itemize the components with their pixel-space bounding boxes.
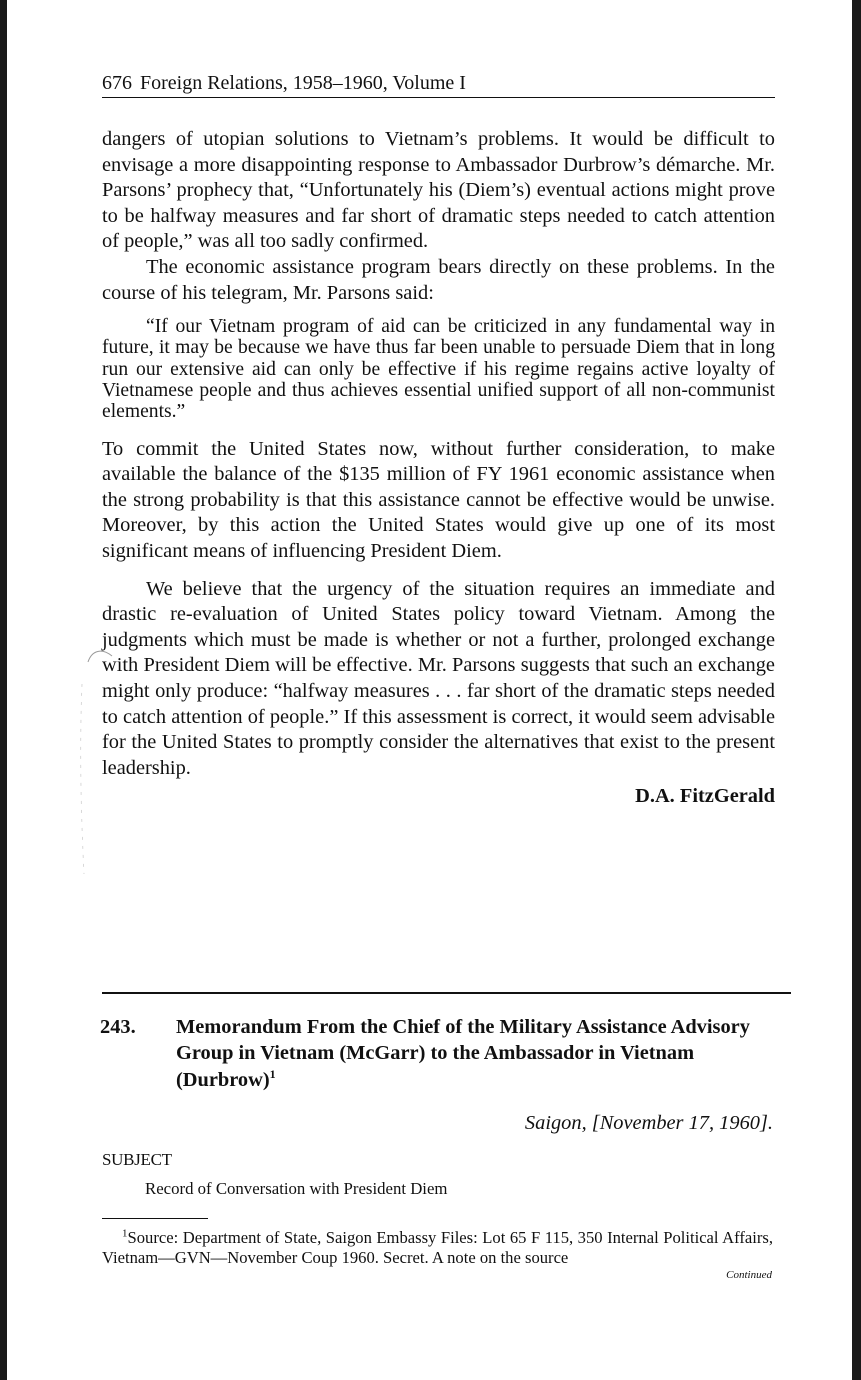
document-title-block [176, 1014, 776, 1093]
scan-edge-right [852, 0, 861, 1380]
continued-note: Continued [726, 1269, 772, 1281]
paragraph-commit-united-states: To commit the United States now, without further consideration, to make available the balance of the $135 million of FY 1961 economic assistance when the strong probability is that this assistance cannot be effective would be unwise. Moreover, by this action the United States would give up one of its most significant means of influencing President Diem. [102, 437, 775, 563]
paragraph-utopian-solutions: dangers of utopian solutions to Vietnam’s problems. It would be difficult to envisage a more disappointing response to Ambassador Durbrow’s démarche. Mr. Parsons’ prophecy that, “Unfortunately his (Diem’s) eventual actions might prove to be halfway measures and far short of dramatic steps needed to catch attention of people,” was all too sadly confirmed. [102, 128, 775, 253]
footnote [102, 1228, 773, 1268]
dateline: Saigon, [November 17, 1960]. [524, 1112, 773, 1134]
page-number: 676 [102, 72, 132, 94]
footnote-rule [102, 1218, 208, 1219]
volume-title: Foreign Relations, 1958–1960, Volume I [140, 72, 466, 94]
page-body [102, 70, 775, 809]
paragraph-economic-assistance: The economic assistance program bears directly on these problems. In the course of his telegram, Mr. Parsons said: [102, 255, 775, 304]
block-quote-parsons: “If our Vietnam program of aid can be criticized in any fundamental way in future, it may be because we have thus far been unable to persuade Diem that in long run our extensive aid can only be effective if his regime regains active loyalty of Vietnamese people and thus achieves essential unified support of all non-communist elements.” [102, 316, 775, 423]
paragraph-re-evaluation: We believe that the urgency of the situation requires an immediate and drastic re-evaluation of United States policy toward Vietnam. Among the judgments which must be made is whether or not a further, prolonged exchange with President Diem will be effective. Mr. Parsons suggests that such an exchange might only produce: “halfway measures . . . far short of the dramatic steps needed to catch attention of people.” If this assessment is correct, it would seem advisable for the United States to promptly consider the alternatives that exist to the present leadership. [102, 577, 775, 779]
subject-text: Record of Conversation with President Diem [145, 1179, 448, 1198]
document-separator-rule [102, 992, 791, 994]
scan-edge-left [0, 0, 7, 1380]
document-title: Memorandum From the Chief of the Military Assistance Advisory Group in Vietnam (McGarr) to the Ambassador in Vietnam (Durbrow) [176, 1016, 750, 1091]
pencil-margin-mark [76, 644, 116, 884]
signature: D.A. FitzGerald [635, 785, 775, 808]
footnote-marker: 1 [122, 1227, 128, 1240]
document-number: 243. [100, 1016, 136, 1038]
subject-label: SUBJECT [102, 1150, 172, 1169]
footnote-text: Source: Department of State, Saigon Embassy Files: Lot 65 F 115, 350 Internal Political Affairs, Vietnam—GVN—November Coup 1960. Secret. A note on the source [102, 1228, 773, 1267]
document-footnote-ref[interactable]: 1 [269, 1067, 276, 1082]
running-head [102, 70, 775, 98]
